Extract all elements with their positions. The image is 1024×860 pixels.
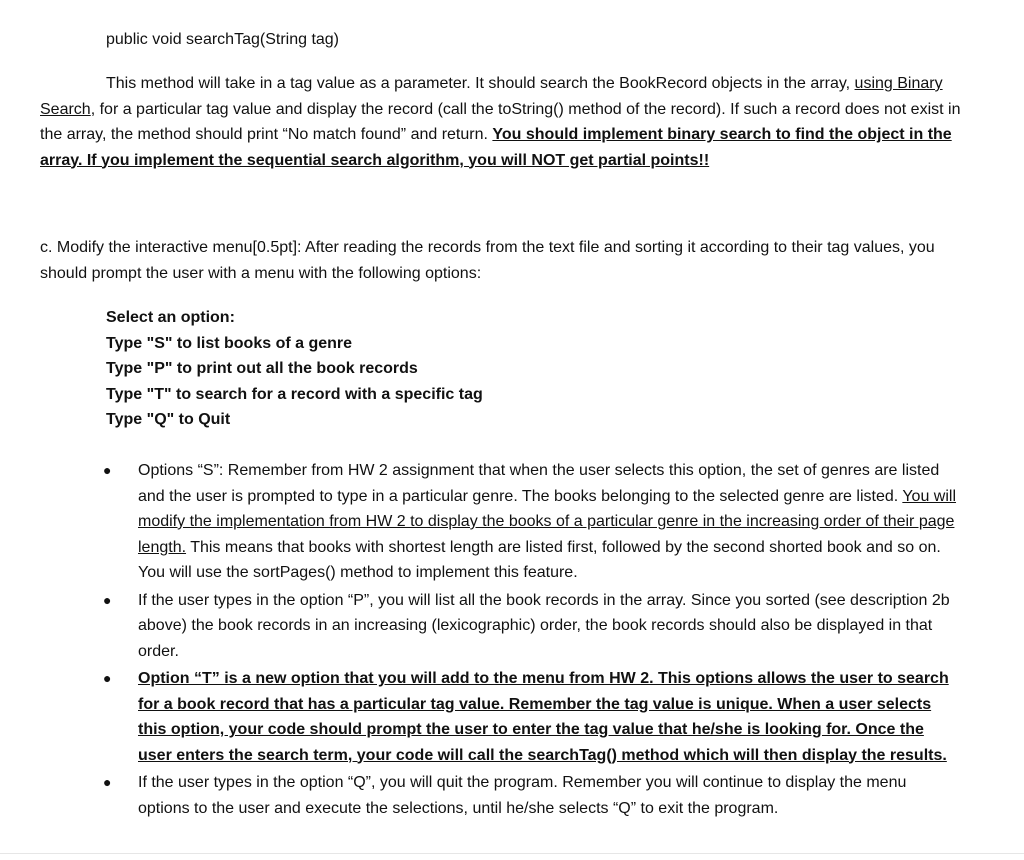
option-details-list [103, 458, 960, 823]
method-signature: public void searchTag(String tag) [106, 31, 340, 48]
bullet-text: Options “S”: Remember from HW 2 assignment that when the user selects this option, the set of genres are listed and the user is prompted to type in a particular genre. The books belonging to the selected genre are listed. [138, 462, 940, 505]
bullet-option-t [103, 666, 960, 768]
bullet-option-p [103, 588, 960, 665]
bullet-icon: ● [103, 774, 112, 790]
bullet-icon: ● [103, 670, 112, 686]
menu-option-t: Type "T" to search for a record with a specific tag [106, 385, 483, 403]
bullet-bold-underlined-text: Option “T” is a new option that you will add to the menu from HW 2. This options allows the user to search for a book record that has a particular tag value. Remember the tag value is unique. When a user selects this option, your code should prompt the user to enter the tag value that he/she is looking for. Once the user enters the search term, your code will call the searchTag() method which will then display the results. [138, 670, 949, 764]
bullet-option-q [103, 770, 960, 821]
bullet-text: If the user types in the option “Q”, you will quit the program. Remember you will continue to display the menu options to the user and execute the selections, until he/she selects “Q” to exit the program. [138, 774, 907, 817]
menu-option-s: Type "S" to list books of a genre [106, 334, 353, 352]
binary-search-underlined: using Binary Search [40, 75, 943, 118]
bullet-text: If the user types in the option “P”, you will list all the book records in the array. Since you sorted (see description 2b above) the book records in an increasing (lexicographic) order, the book records should also be displayed in that order. [138, 591, 950, 660]
bullet-option-s [103, 458, 960, 586]
page-bottom-divider [0, 853, 1024, 854]
modify-menu-paragraph: c. Modify the interactive menu[0.5pt]: After reading the records from the text file and sorting it according to their tag values, you should prompt the user with a menu with the following options: [40, 239, 935, 282]
description-text: This method will take in a tag value as a parameter. It should search the BookRecord objects in the array, [106, 75, 855, 92]
menu-option-q: Type "Q" to Quit [106, 411, 231, 428]
bullet-icon: ● [103, 462, 112, 478]
bullet-underlined-text: You will modify the implementation from HW 2 to display the books of a particular genre in the increasing order of their page length. [138, 487, 957, 556]
bullet-text-cont: This means that books with shortest length are listed first, followed by the second shorted book and so on. You will use the sortPages() method to implement this feature. [138, 538, 941, 581]
menu-options-list [106, 305, 483, 433]
binary-search-requirement: You should implement binary search to find the object in the array. If you implement the sequential search algorithm, you will NOT get partial points!! [40, 126, 952, 169]
menu-heading: Select an option: [106, 309, 235, 326]
bullet-icon: ● [103, 591, 112, 608]
description-text-cont: , for a particular tag value and display the record (call the toString() method of the record). If such a record does not exist in the array, the method should print “No match found” and return. [40, 100, 961, 143]
search-tag-description [40, 71, 970, 173]
menu-option-p: Type "P" to print out all the book records [106, 360, 418, 377]
